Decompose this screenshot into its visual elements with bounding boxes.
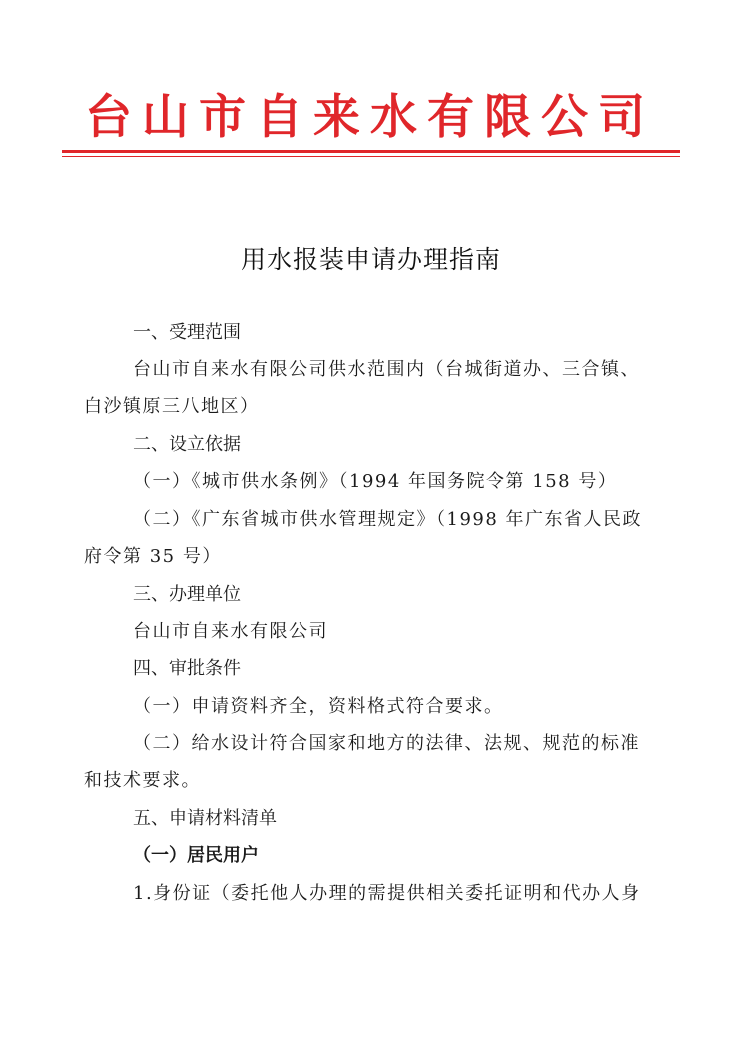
section-heading-materials: 五、申请材料清单 (133, 808, 277, 829)
paragraph-line: 1.身份证（委托他人办理的需提供相关委托证明和代办人身 (133, 883, 641, 904)
section-heading-conditions: 四、审批条件 (133, 658, 241, 679)
section-heading-scope: 一、受理范围 (133, 322, 241, 343)
letterhead-company-name: 台山市自来水有限公司 (85, 90, 655, 145)
letterhead-rule-thick (62, 150, 680, 153)
paragraph-line: （二）给水设计符合国家和地方的法律、法规、规范的标准 (133, 733, 640, 754)
paragraph-line: 台山市自来水有限公司 (133, 621, 328, 642)
paragraph-line: 台山市自来水有限公司供水范围内（台城街道办、三合镇、 (133, 359, 640, 380)
paragraph-line: （一）申请资料齐全，资料格式符合要求。 (133, 696, 504, 717)
section-heading-unit: 三、办理单位 (133, 584, 241, 605)
paragraph-line: 和技术要求。 (84, 770, 201, 791)
subheading-residential: （一）居民用户 (133, 845, 259, 866)
paragraph-line: （一）《城市供水条例》（1994 年国务院令第 158 号） (133, 471, 618, 492)
section-heading-basis: 二、设立依据 (133, 434, 241, 455)
paragraph-line: （二）《广东省城市供水管理规定》（1998 年广东省人民政 (133, 509, 643, 530)
paragraph-line: 白沙镇原三八地区） (84, 396, 260, 417)
paragraph-line: 府令第 35 号） (84, 546, 222, 567)
letterhead-rule-thin (62, 156, 680, 157)
document-title: 用水报装申请办理指南 (240, 245, 501, 274)
